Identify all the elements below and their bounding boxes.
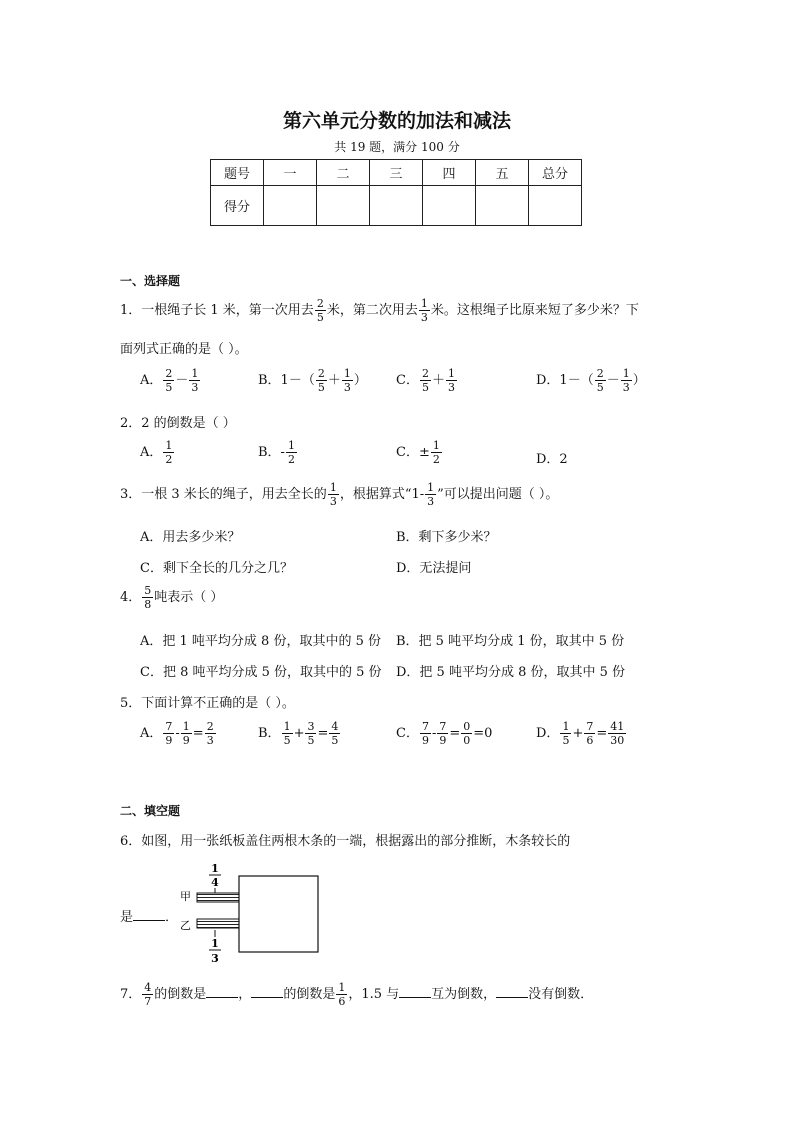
cardboard	[239, 876, 318, 952]
question-2-option-a[interactable]: A． $\frac{1}{2}$	[140, 439, 173, 466]
page-subtitle: 共 19 题，满分 100 分	[334, 140, 460, 154]
question-4-stem: 4． $\frac{5}{8}$ 吨表示（ ）	[120, 584, 224, 611]
score-cell[interactable]	[317, 186, 370, 226]
fraction: $\frac{1}{2}$	[165, 439, 173, 466]
fraction: $\frac{2}{3}$	[206, 720, 214, 747]
question-5-option-d[interactable]: D． $\frac{1}{5}$ + $\frac{7}{6}$ = $\frac{41}{30}$	[536, 720, 625, 747]
score-cell[interactable]	[264, 186, 317, 226]
question-1-stem: 1．一根绳子长 1 米，第一次用去 $\frac{2}{5}$ 米，第二次用去 $\frac{1}{3}$ 米。这根绳子比原来短了多少米？下	[120, 297, 639, 324]
question-5-option-b[interactable]: B． $\frac{1}{5}$ + $\frac{3}{5}$ = $\frac{4}{5}$	[258, 720, 339, 747]
fraction: $\frac{7}{9}$	[165, 720, 173, 747]
fraction: $\frac{1}{3}$	[622, 367, 630, 394]
fig-label-yi: 乙	[180, 919, 191, 932]
answer-blank[interactable]	[496, 985, 528, 998]
fig-label-jia: 甲	[180, 890, 191, 903]
strip-yi	[197, 919, 239, 928]
fraction: $\frac{2}{5}$	[165, 367, 173, 394]
score-table	[210, 159, 582, 226]
answer-blank[interactable]	[133, 908, 165, 921]
fraction: $\frac{1}{5}$	[283, 720, 291, 747]
fig-top-fraction-den: 4	[211, 876, 219, 889]
fraction: $\frac{1}{9}$	[182, 720, 190, 747]
score-cell[interactable]	[423, 186, 476, 226]
score-row-label: 得分	[211, 186, 264, 226]
page-title: 第六单元分数的加法和减法	[282, 110, 511, 132]
question-1-option-b[interactable]: B．1－（ $\frac{2}{5}$ ＋ $\frac{1}{3}$ ）	[258, 367, 367, 394]
question-2-option-b[interactable]: B．- $\frac{1}{2}$	[258, 439, 295, 466]
question-2-option-c[interactable]: C．± $\frac{1}{2}$	[396, 439, 440, 466]
fraction: $\frac{41}{30}$	[610, 720, 625, 747]
question-1-stem-line2: 面列式正确的是（ ）。	[120, 342, 248, 357]
fraction: $\frac{7}{9}$	[421, 720, 429, 747]
fraction: $\frac{1}{3}$	[191, 367, 199, 394]
score-table-body-row	[211, 186, 582, 226]
question-3-option-a[interactable]: A．用去多少米？	[140, 530, 241, 545]
score-cell[interactable]	[370, 186, 423, 226]
fraction: $\frac{0}{0}$	[463, 720, 471, 747]
fraction: $\frac{7}{6}$	[586, 720, 594, 747]
question-4-option-b[interactable]: B．把 5 吨平均分成 1 份，取其中 5 份	[396, 634, 625, 649]
answer-blank[interactable]	[206, 985, 238, 998]
fraction: $\frac{4}{5}$	[331, 720, 339, 747]
question-3-stem: 3．一根 3 米长的绳子，用去全长的 $\frac{1}{3}$ ，根据算式“1- $\frac{1}{3}$ ”可以提出问题（ ）。	[120, 481, 559, 508]
score-table-header-row	[211, 160, 582, 186]
score-cell[interactable]	[476, 186, 529, 226]
score-header-cell: 一	[264, 160, 317, 186]
fraction: $\frac{1}{3}$	[343, 367, 351, 394]
fraction: $\frac{1}{5}$	[562, 720, 570, 747]
fraction: $\frac{2}{5}$	[596, 367, 604, 394]
fig-bottom-fraction-den: 3	[211, 952, 219, 965]
question-3-option-c[interactable]: C．剩下全长的几分之几？	[140, 561, 293, 576]
score-header-cell: 二	[317, 160, 370, 186]
question-2-option-d[interactable]: D．2	[536, 452, 568, 467]
wood-strips-figure	[175, 855, 325, 973]
fraction: $\frac{1}{3}$	[420, 297, 428, 324]
question-4-option-a[interactable]: A．把 1 吨平均分成 8 份，取其中的 5 份	[140, 634, 381, 649]
fig-bottom-fraction-num: 1	[211, 937, 219, 950]
score-header-cell: 总分	[529, 160, 582, 186]
fig-top-fraction-num: 1	[211, 862, 219, 875]
question-4-option-c[interactable]: C．把 8 吨平均分成 5 份，取其中的 5 份	[140, 665, 382, 680]
fraction: $\frac{7}{9}$	[439, 720, 447, 747]
section-heading-fill: 二、填空题	[120, 804, 181, 818]
question-5-option-c[interactable]: C． $\frac{7}{9}$ - $\frac{7}{9}$ = $\frac{0}{0}$ =0	[396, 720, 493, 747]
question-5-stem: 5．下面计算不正确的是（ ）。	[120, 696, 295, 711]
strip-jia	[197, 893, 239, 902]
question-1-option-a[interactable]: A． $\frac{2}{5}$ － $\frac{1}{3}$	[140, 367, 199, 394]
score-cell[interactable]	[529, 186, 582, 226]
score-header-cell: 五	[476, 160, 529, 186]
fraction: $\frac{2}{5}$	[316, 297, 324, 324]
question-1-option-c[interactable]: C． $\frac{2}{5}$ ＋ $\frac{1}{3}$	[396, 367, 455, 394]
fraction: $\frac{5}{8}$	[144, 584, 152, 611]
answer-blank[interactable]	[251, 985, 283, 998]
fraction: $\frac{2}{5}$	[317, 367, 325, 394]
fraction: $\frac{1}{2}$	[432, 439, 440, 466]
answer-blank[interactable]	[399, 985, 431, 998]
question-3-option-d[interactable]: D．无法提问	[396, 561, 472, 576]
fraction: $\frac{3}{5}$	[307, 720, 315, 747]
fraction: $\frac{1}{3}$	[427, 481, 435, 508]
question-7-stem: 7． $\frac{4}{7}$ 的倒数是 ， 的倒数是 $\frac{1}{6}$ ，1.5 与 互为倒数， 没有倒数．	[120, 981, 594, 1008]
question-3-option-b[interactable]: B．剩下多少米？	[396, 530, 497, 545]
fraction: $\frac{4}{7}$	[144, 981, 152, 1008]
question-4-option-d[interactable]: D．把 5 吨平均分成 8 份，取其中 5 份	[396, 665, 626, 680]
fraction: $\frac{1}{3}$	[447, 367, 455, 394]
score-header-cell: 四	[423, 160, 476, 186]
fraction: $\frac{1}{2}$	[287, 439, 295, 466]
question-1-option-d[interactable]: D．1－（ $\frac{2}{5}$ － $\frac{1}{3}$ ）	[536, 367, 646, 394]
fraction: $\frac{2}{5}$	[421, 367, 429, 394]
section-heading-choice: 一、选择题	[120, 274, 181, 288]
fraction: $\frac{1}{3}$	[329, 481, 337, 508]
question-6-stem-line2: 是 ．	[120, 910, 179, 925]
fraction: $\frac{1}{6}$	[338, 981, 346, 1008]
score-header-cell: 三	[370, 160, 423, 186]
question-6-stem: 6．如图，用一张纸板盖住两根木条的一端，根据露出的部分推断，木条较长的	[120, 834, 571, 849]
question-2-stem: 2．2 的倒数是（ ）	[120, 416, 236, 431]
question-5-option-a[interactable]: A． $\frac{7}{9}$ - $\frac{1}{9}$ = $\frac{2}{3}$	[140, 720, 214, 747]
score-header-cell: 题号	[211, 160, 264, 186]
